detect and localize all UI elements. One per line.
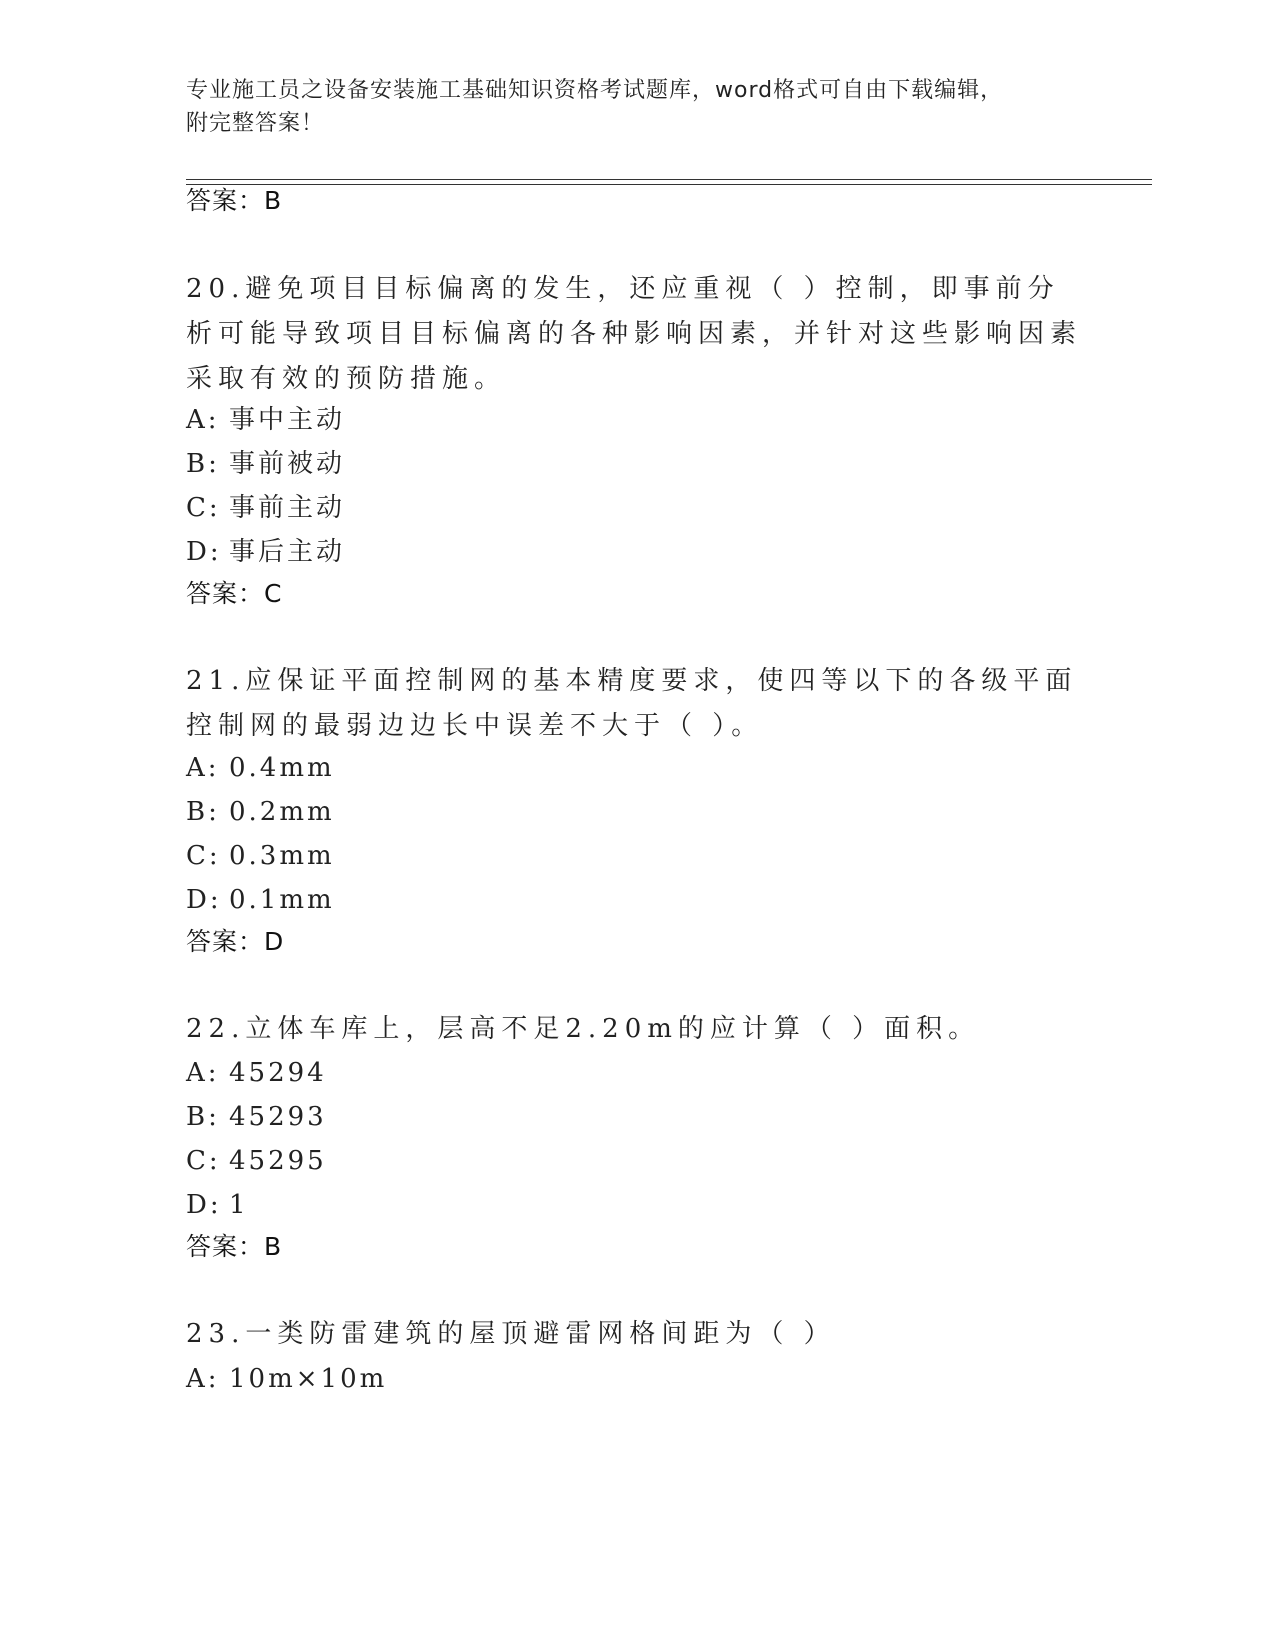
option-letter: A: — [186, 1058, 220, 1088]
header-divider-bottom — [186, 184, 1152, 185]
option-text: 事后主动 — [229, 537, 346, 567]
option-letter: A: — [186, 753, 220, 783]
question-21-option-c — [186, 839, 335, 873]
option-letter: C: — [186, 1146, 221, 1176]
question-20-stem: 20.避免项目目标偏离的发生，还应重视（ ）控制，即事前分析可能导致项目目标偏离的各种影响因素，并针对这些影响因素采取有效的预防措施。 — [186, 274, 1083, 394]
question-20-option-d — [186, 535, 345, 569]
option-letter: C: — [186, 841, 221, 871]
answer-previous: 答案：B — [186, 186, 283, 215]
question-21-stem: 21.应保证平面控制网的基本精度要求，使四等以下的各级平面控制网的最弱边边长中误差不大于（ ）。 — [186, 666, 1078, 741]
option-letter: B: — [186, 449, 220, 479]
question-20-answer: 答案：C — [186, 579, 283, 608]
option-text: 0.4mm — [229, 753, 335, 783]
header-line-1: 专业施工员之设备安装施工基础知识资格考试题库，word格式可自由下载编辑， — [186, 78, 1004, 103]
question-20-option-b — [186, 447, 345, 481]
option-letter: D: — [186, 537, 222, 567]
question-21-option-a — [186, 751, 335, 785]
option-text: 45294 — [229, 1058, 327, 1088]
question-22-option-d — [186, 1188, 249, 1222]
header-line-2: 附完整答案！ — [186, 111, 325, 136]
question-22-answer: 答案：B — [186, 1232, 283, 1261]
option-letter: D: — [186, 885, 222, 915]
option-letter: A: — [186, 1364, 220, 1394]
question-21-option-d — [186, 883, 335, 917]
option-letter: D: — [186, 1190, 222, 1220]
option-letter: C: — [186, 493, 221, 523]
option-text: 事前主动 — [229, 493, 346, 523]
question-20-option-c — [186, 491, 345, 525]
question-22-option-c — [186, 1144, 327, 1178]
option-letter: B: — [186, 1102, 220, 1132]
option-text: 0.3mm — [229, 841, 335, 871]
question-22-option-b — [186, 1100, 327, 1134]
option-letter: B: — [186, 797, 220, 827]
question-23-option-a — [186, 1362, 387, 1396]
question-21-option-b — [186, 795, 335, 829]
document-header — [186, 74, 1086, 140]
option-text: 0.1mm — [229, 885, 335, 915]
header-divider-top — [186, 179, 1152, 180]
question-22-stem: 22.立体车库上，层高不足2.20m的应计算（ ）面积。 — [186, 1014, 981, 1044]
option-text: 10m×10m — [229, 1364, 388, 1394]
question-22-option-a — [186, 1056, 327, 1090]
option-text: 45295 — [229, 1146, 327, 1176]
question-21-answer: 答案：D — [186, 927, 285, 956]
question-23-stem: 23.一类防雷建筑的屋顶避雷网格间距为（ ） — [186, 1319, 836, 1349]
option-text: 45293 — [229, 1102, 327, 1132]
option-letter: A: — [186, 405, 220, 435]
option-text: 0.2mm — [229, 797, 335, 827]
option-text: 事前被动 — [229, 449, 346, 479]
option-text: 1 — [229, 1190, 249, 1220]
option-text: 事中主动 — [229, 405, 346, 435]
question-20-option-a — [186, 403, 345, 437]
